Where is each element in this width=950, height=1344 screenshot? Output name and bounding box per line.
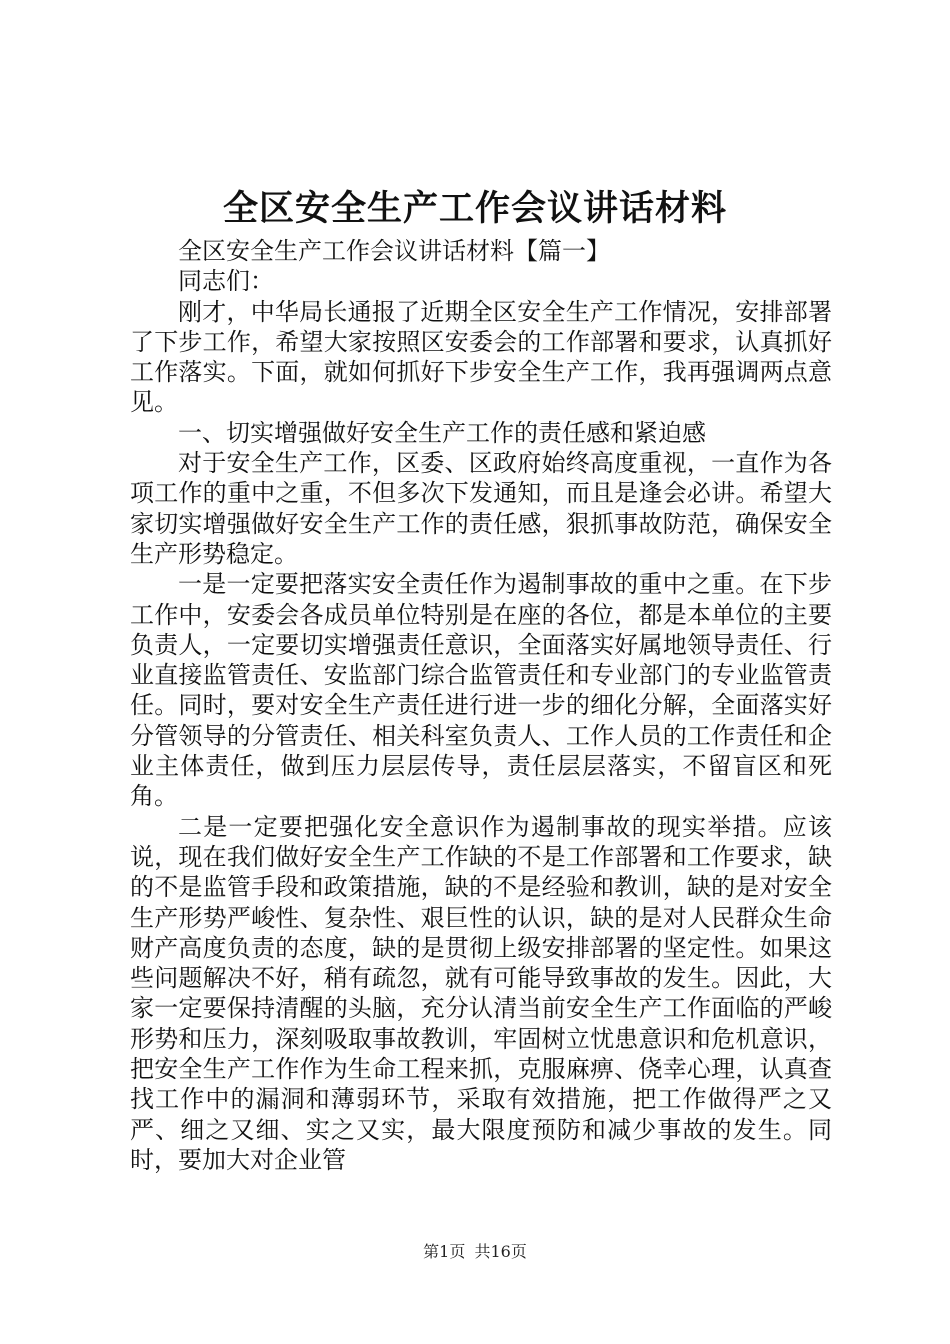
- section-heading: 全区安全生产工作会议讲话材料【篇一】: [178, 237, 610, 265]
- paragraph-intro: 刚才，中华局长通报了近期全区安全生产工作情况，安排部署了下步工作，希望大家按照区安委会的工作部署和要求，认真抓好工作落实。下面，就如何抓好下步安全生产工作，我再强调两点意见。: [130, 297, 832, 417]
- subheading-one: 一、切实增强做好安全生产工作的责任感和紧迫感: [178, 418, 706, 447]
- page-number: 第1页: [423, 1242, 466, 1261]
- paragraph: 一是一定要把落实安全责任作为遏制事故的重中之重。在下步工作中，安委会各成员单位特别是在座的各位，都是本单位的主要负责人，一定要切实增强责任意识，全面落实好属地领导责任、行业直接监管责任、安监部门综合监管责任和专业部门的专业监管责任。同时，要对安全生产责任进行进一步的细化分解，全面落实好分管领导的分管责任、相关科室负责人、工作人员的工作责任和企业主体责任，做到压力层层传导，责任层层落实，不留盲区和死角。: [130, 570, 832, 811]
- paragraph: 二是一定要把强化安全意识作为遏制事故的现实举措。应该说，现在我们做好安全生产工作缺的不是工作部署和工作要求，缺的不是监管手段和政策措施，缺的不是经验和教训，缺的是对安全生产形势严峻性、复杂性、艰巨性的认识，缺的是对人民群众生命财产高度负责的态度，缺的是贯彻上级安排部署的坚定性。如果这些问题解决不好，稍有疏忽，就有可能导致事故的发生。因此，大家一定要保持清醒的头脑，充分认清当前安全生产工作面临的严峻形势和压力，深刻吸取事故教训，牢固树立忧患意识和危机意识，把安全生产工作作为生命工程来抓，克服麻痹、侥幸心理，认真查找工作中的漏洞和薄弱环节，采取有效措施，把工作做得严之又严、细之又细、实之又实，最大限度预防和减少事故的发生。同时，要加大对企业管: [130, 812, 832, 1174]
- document-body: [130, 236, 832, 1175]
- page-footer: [0, 1242, 950, 1262]
- document-title: 全区安全生产工作会议讲话材料: [222, 188, 727, 229]
- paragraph: 对于安全生产工作，区委、区政府始终高度重视，一直作为各项工作的重中之重，不但多次下发通知，而且是逢会必讲。希望大家切实增强做好安全生产工作的责任感，狠抓事故防范，确保安全生产形势稳定。: [130, 449, 832, 568]
- page-total: 共16页: [474, 1242, 527, 1261]
- salutation: 同志们：: [178, 267, 274, 296]
